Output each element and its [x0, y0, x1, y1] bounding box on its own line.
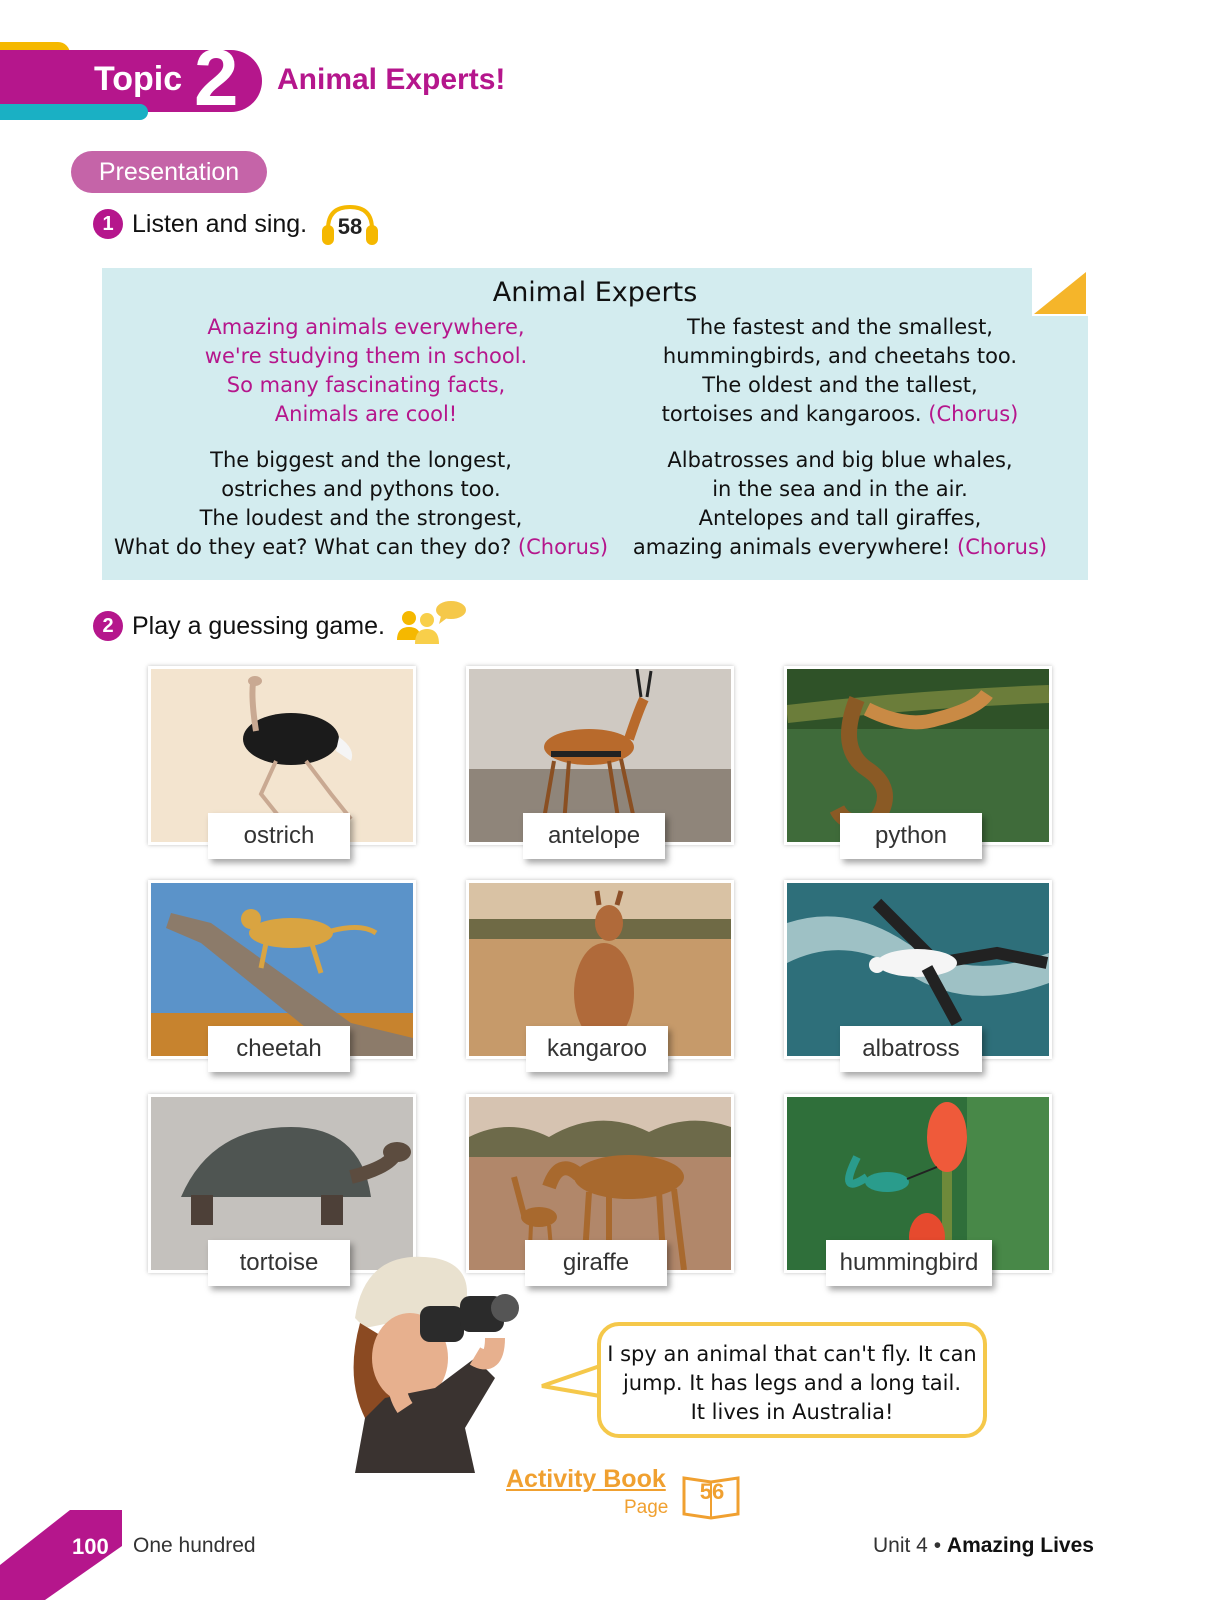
page-number-word: One hundred	[133, 1534, 256, 1557]
header-cyan-bar	[0, 104, 148, 120]
unit-label: Unit 4 • Amazing Lives	[873, 1534, 1094, 1557]
animal-label: hummingbird	[826, 1240, 992, 1286]
speech-bubble: I spy an animal that can't fly. It can jump. It has legs and a long tail. It lives in Australia!	[597, 1322, 987, 1438]
activity-book-page-number: 56	[699, 1479, 725, 1504]
topic-label: Topic	[94, 60, 183, 98]
song-title: Animal Experts	[492, 277, 698, 308]
girl-with-binoculars	[325, 1248, 535, 1473]
topic-number: 2	[194, 33, 239, 122]
song-stanza-right-2: Albatrosses and big blue whales, in the sea and in the air. Antelopes and tall giraffes, amazing animals everywhere! (Chorus)	[632, 448, 1048, 559]
animal-label: ostrich	[208, 813, 350, 859]
section-label: Presentation	[71, 151, 267, 193]
animal-label: giraffe	[525, 1240, 667, 1286]
people-talking-icon	[395, 600, 467, 646]
activity-1-instruction: Listen and sing.	[132, 210, 308, 238]
footer-corner	[0, 1510, 130, 1600]
song-stanza-left-2: The biggest and the longest, ostriches and pythons too. The loudest and the strongest, What do they eat? What can they do? (Chorus)	[113, 448, 609, 559]
song-stanza-right-1: The fastest and the smallest, hummingbirds, and cheetahs too. The oldest and the tallest, tortoises and kangaroos. (Chorus)	[661, 315, 1019, 426]
page-number: 100	[72, 1534, 109, 1559]
animal-label: kangaroo	[526, 1026, 668, 1072]
animal-label: cheetah	[208, 1026, 350, 1072]
activity-book-link[interactable]: Activity Book	[506, 1465, 666, 1493]
animal-label: antelope	[523, 813, 665, 859]
song-stanza-left-1: Amazing animals everywhere, we're studying them in school. So many fascinating facts, Animals are cool!	[204, 315, 528, 426]
animal-label: albatross	[840, 1026, 982, 1072]
activity-book-page-word: Page	[624, 1497, 669, 1518]
track-number: 58	[337, 214, 363, 239]
animal-label: python	[840, 813, 982, 859]
activity-2-instruction: Play a guessing game.	[132, 612, 385, 640]
page-title: Animal Experts!	[277, 63, 506, 96]
activity-1-number: 1	[93, 209, 123, 239]
activity-2-number: 2	[93, 611, 123, 641]
animal-label: tortoise	[208, 1240, 350, 1286]
